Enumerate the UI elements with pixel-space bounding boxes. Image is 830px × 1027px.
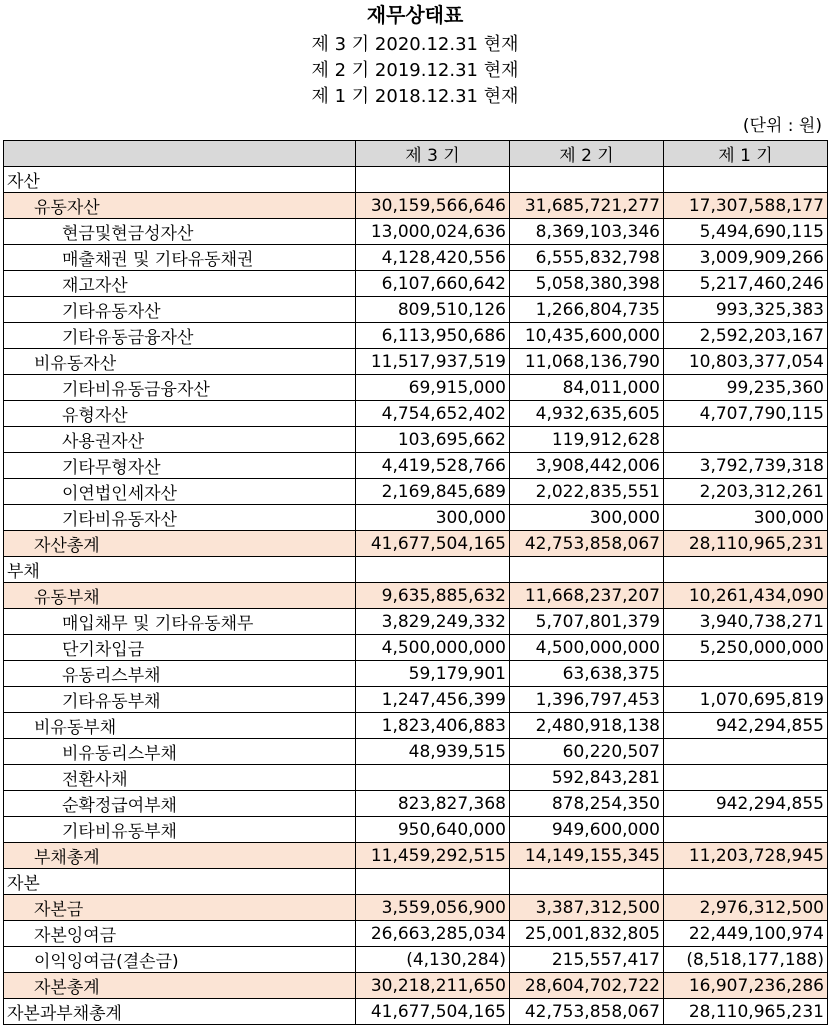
value-cell-period-1 bbox=[664, 869, 828, 895]
value-cell-period-3 bbox=[356, 765, 510, 791]
value-cell-period-3: 30,218,211,650 bbox=[356, 973, 510, 999]
value-cell-period-3: 11,517,937,519 bbox=[356, 349, 510, 375]
value-cell-period-3: 3,829,249,332 bbox=[356, 609, 510, 635]
header-cell-period-1: 제 1 기 bbox=[664, 141, 828, 167]
value-cell-period-2: 31,685,721,277 bbox=[510, 193, 664, 219]
row-label: 자산 bbox=[4, 167, 356, 193]
period-line-2: 제 2 기 2019.12.31 현재 bbox=[311, 60, 519, 81]
value-cell-period-2: 3,387,312,500 bbox=[510, 895, 664, 921]
table-row bbox=[4, 167, 828, 193]
value-cell-period-3 bbox=[356, 557, 510, 583]
value-cell-period-1: 17,307,588,177 bbox=[664, 193, 828, 219]
value-cell-period-3: 4,500,000,000 bbox=[356, 635, 510, 661]
value-cell-period-1: 3,009,909,266 bbox=[664, 245, 828, 271]
value-cell-period-2: 949,600,000 bbox=[510, 817, 664, 843]
value-cell-period-2: 3,908,442,006 bbox=[510, 453, 664, 479]
table-row bbox=[4, 791, 828, 817]
value-cell-period-2: 84,011,000 bbox=[510, 375, 664, 401]
value-cell-period-1: (8,518,177,188) bbox=[664, 947, 828, 973]
table-row bbox=[4, 999, 828, 1025]
value-cell-period-3: 4,754,652,402 bbox=[356, 401, 510, 427]
value-cell-period-1 bbox=[664, 427, 828, 453]
row-label: 비유동자산 bbox=[4, 349, 356, 375]
table-row bbox=[4, 271, 828, 297]
value-cell-period-1: 5,217,460,246 bbox=[664, 271, 828, 297]
table-row bbox=[4, 323, 828, 349]
value-cell-period-3: 26,663,285,034 bbox=[356, 921, 510, 947]
value-cell-period-3: 9,635,885,632 bbox=[356, 583, 510, 609]
row-label: 사용권자산 bbox=[4, 427, 356, 453]
row-label: 유동자산 bbox=[4, 193, 356, 219]
value-cell-period-3 bbox=[356, 869, 510, 895]
header-cell-period-3: 제 3 기 bbox=[356, 141, 510, 167]
value-cell-period-3: 823,827,368 bbox=[356, 791, 510, 817]
table-row bbox=[4, 765, 828, 791]
row-label: 자본 bbox=[4, 869, 356, 895]
value-cell-period-3: 3,559,056,900 bbox=[356, 895, 510, 921]
value-cell-period-1: 942,294,855 bbox=[664, 713, 828, 739]
row-label: 매출채권 및 기타유동채권 bbox=[4, 245, 356, 271]
row-label: 기타비유동자산 bbox=[4, 505, 356, 531]
value-cell-period-1: 1,070,695,819 bbox=[664, 687, 828, 713]
row-label: 재고자산 bbox=[4, 271, 356, 297]
table-row bbox=[4, 505, 828, 531]
table-row bbox=[4, 921, 828, 947]
value-cell-period-2: 8,369,103,346 bbox=[510, 219, 664, 245]
table-row bbox=[4, 531, 828, 557]
row-label: 자본총계 bbox=[4, 973, 356, 999]
value-cell-period-3: 300,000 bbox=[356, 505, 510, 531]
value-cell-period-2: 11,068,136,790 bbox=[510, 349, 664, 375]
value-cell-period-1: 3,940,738,271 bbox=[664, 609, 828, 635]
period-line-3: 제 3 기 2020.12.31 현재 bbox=[311, 34, 519, 55]
document-title: 재무상태표 bbox=[366, 3, 464, 27]
value-cell-period-1: 4,707,790,115 bbox=[664, 401, 828, 427]
table-row bbox=[4, 973, 828, 999]
value-cell-period-1 bbox=[664, 817, 828, 843]
value-cell-period-3 bbox=[356, 167, 510, 193]
table-row bbox=[4, 843, 828, 869]
value-cell-period-3: 69,915,000 bbox=[356, 375, 510, 401]
value-cell-period-1: 5,494,690,115 bbox=[664, 219, 828, 245]
table-row bbox=[4, 349, 828, 375]
row-label: 비유동부채 bbox=[4, 713, 356, 739]
value-cell-period-3: 1,823,406,883 bbox=[356, 713, 510, 739]
value-cell-period-2: 119,912,628 bbox=[510, 427, 664, 453]
value-cell-period-1: 28,110,965,231 bbox=[664, 999, 828, 1025]
row-label: 자본금 bbox=[4, 895, 356, 921]
value-cell-period-3: 6,113,950,686 bbox=[356, 323, 510, 349]
value-cell-period-2: 1,396,797,453 bbox=[510, 687, 664, 713]
value-cell-period-2: 2,480,918,138 bbox=[510, 713, 664, 739]
row-label: 유동리스부채 bbox=[4, 661, 356, 687]
value-cell-period-3: 41,677,504,165 bbox=[356, 531, 510, 557]
value-cell-period-3: 6,107,660,642 bbox=[356, 271, 510, 297]
value-cell-period-1: 993,325,383 bbox=[664, 297, 828, 323]
value-cell-period-2: 63,638,375 bbox=[510, 661, 664, 687]
row-label: 전환사채 bbox=[4, 765, 356, 791]
table-row bbox=[4, 401, 828, 427]
value-cell-period-2: 14,149,155,345 bbox=[510, 843, 664, 869]
value-cell-period-2: 592,843,281 bbox=[510, 765, 664, 791]
value-cell-period-2: 4,500,000,000 bbox=[510, 635, 664, 661]
row-label: 단기차입금 bbox=[4, 635, 356, 661]
unit-label: (단위 : 원) bbox=[742, 116, 822, 136]
row-label: 이연법인세자산 bbox=[4, 479, 356, 505]
value-cell-period-2: 6,555,832,798 bbox=[510, 245, 664, 271]
row-label: 자본과부채총계 bbox=[4, 999, 356, 1025]
table-row bbox=[4, 661, 828, 687]
value-cell-period-2: 42,753,858,067 bbox=[510, 999, 664, 1025]
value-cell-period-1 bbox=[664, 661, 828, 687]
value-cell-period-3: 2,169,845,689 bbox=[356, 479, 510, 505]
value-cell-period-2: 60,220,507 bbox=[510, 739, 664, 765]
row-label: 기타비유동부채 bbox=[4, 817, 356, 843]
row-label: 기타유동금융자산 bbox=[4, 323, 356, 349]
period-line-1: 제 1 기 2018.12.31 현재 bbox=[311, 86, 519, 107]
row-label: 부채총계 bbox=[4, 843, 356, 869]
value-cell-period-3: 4,419,528,766 bbox=[356, 453, 510, 479]
header-cell-label bbox=[4, 141, 356, 167]
value-cell-period-2: 878,254,350 bbox=[510, 791, 664, 817]
table-row bbox=[4, 687, 828, 713]
row-label: 기타비유동금융자산 bbox=[4, 375, 356, 401]
table-row bbox=[4, 557, 828, 583]
value-cell-period-1: 300,000 bbox=[664, 505, 828, 531]
value-cell-period-2: 10,435,600,000 bbox=[510, 323, 664, 349]
table-row bbox=[4, 609, 828, 635]
value-cell-period-2: 28,604,702,722 bbox=[510, 973, 664, 999]
value-cell-period-2: 2,022,835,551 bbox=[510, 479, 664, 505]
value-cell-period-2: 215,557,417 bbox=[510, 947, 664, 973]
value-cell-period-1: 28,110,965,231 bbox=[664, 531, 828, 557]
value-cell-period-3: 1,247,456,399 bbox=[356, 687, 510, 713]
row-label: 순확정급여부채 bbox=[4, 791, 356, 817]
row-label: 부채 bbox=[4, 557, 356, 583]
row-label: 매입채무 및 기타유동채무 bbox=[4, 609, 356, 635]
value-cell-period-2: 300,000 bbox=[510, 505, 664, 531]
balance-sheet-table bbox=[3, 140, 828, 1025]
value-cell-period-3: 103,695,662 bbox=[356, 427, 510, 453]
row-label: 자산총계 bbox=[4, 531, 356, 557]
table-row bbox=[4, 713, 828, 739]
value-cell-period-3: 30,159,566,646 bbox=[356, 193, 510, 219]
row-label: 유동부채 bbox=[4, 583, 356, 609]
value-cell-period-3: 59,179,901 bbox=[356, 661, 510, 687]
row-label: 이익잉여금(결손금) bbox=[4, 947, 356, 973]
row-label: 비유동리스부채 bbox=[4, 739, 356, 765]
value-cell-period-2: 4,932,635,605 bbox=[510, 401, 664, 427]
table-row bbox=[4, 583, 828, 609]
value-cell-period-1: 22,449,100,974 bbox=[664, 921, 828, 947]
row-label: 자본잉여금 bbox=[4, 921, 356, 947]
value-cell-period-1: 10,261,434,090 bbox=[664, 583, 828, 609]
value-cell-period-3: 950,640,000 bbox=[356, 817, 510, 843]
value-cell-period-3: (4,130,284) bbox=[356, 947, 510, 973]
value-cell-period-2: 1,266,804,735 bbox=[510, 297, 664, 323]
value-cell-period-1: 99,235,360 bbox=[664, 375, 828, 401]
value-cell-period-2: 42,753,858,067 bbox=[510, 531, 664, 557]
table-row bbox=[4, 193, 828, 219]
value-cell-period-1: 3,792,739,318 bbox=[664, 453, 828, 479]
value-cell-period-3: 11,459,292,515 bbox=[356, 843, 510, 869]
table-row bbox=[4, 245, 828, 271]
value-cell-period-1: 5,250,000,000 bbox=[664, 635, 828, 661]
table-row bbox=[4, 739, 828, 765]
value-cell-period-3: 809,510,126 bbox=[356, 297, 510, 323]
value-cell-period-2 bbox=[510, 869, 664, 895]
value-cell-period-2: 5,707,801,379 bbox=[510, 609, 664, 635]
value-cell-period-1: 2,592,203,167 bbox=[664, 323, 828, 349]
value-cell-period-2 bbox=[510, 167, 664, 193]
value-cell-period-2 bbox=[510, 557, 664, 583]
table-row bbox=[4, 479, 828, 505]
header-cell-period-2: 제 2 기 bbox=[510, 141, 664, 167]
table-row bbox=[4, 375, 828, 401]
table-header-row bbox=[4, 141, 828, 167]
value-cell-period-3: 13,000,024,636 bbox=[356, 219, 510, 245]
value-cell-period-1: 16,907,236,286 bbox=[664, 973, 828, 999]
value-cell-period-1: 11,203,728,945 bbox=[664, 843, 828, 869]
row-label: 기타유동자산 bbox=[4, 297, 356, 323]
row-label: 현금및현금성자산 bbox=[4, 219, 356, 245]
table-row bbox=[4, 869, 828, 895]
value-cell-period-3: 41,677,504,165 bbox=[356, 999, 510, 1025]
value-cell-period-3: 4,128,420,556 bbox=[356, 245, 510, 271]
table-row bbox=[4, 817, 828, 843]
value-cell-period-3: 48,939,515 bbox=[356, 739, 510, 765]
value-cell-period-1 bbox=[664, 765, 828, 791]
table-row bbox=[4, 219, 828, 245]
row-label: 유형자산 bbox=[4, 401, 356, 427]
value-cell-period-1 bbox=[664, 739, 828, 765]
table-row bbox=[4, 895, 828, 921]
table-row bbox=[4, 947, 828, 973]
row-label: 기타무형자산 bbox=[4, 453, 356, 479]
value-cell-period-1 bbox=[664, 557, 828, 583]
value-cell-period-1: 942,294,855 bbox=[664, 791, 828, 817]
table-row bbox=[4, 427, 828, 453]
table-row bbox=[4, 635, 828, 661]
value-cell-period-2: 5,058,380,398 bbox=[510, 271, 664, 297]
value-cell-period-1: 10,803,377,054 bbox=[664, 349, 828, 375]
row-label: 기타유동부채 bbox=[4, 687, 356, 713]
value-cell-period-2: 25,001,832,805 bbox=[510, 921, 664, 947]
table-row bbox=[4, 297, 828, 323]
value-cell-period-1: 2,976,312,500 bbox=[664, 895, 828, 921]
table-row bbox=[4, 453, 828, 479]
value-cell-period-2: 11,668,237,207 bbox=[510, 583, 664, 609]
value-cell-period-1 bbox=[664, 167, 828, 193]
value-cell-period-1: 2,203,312,261 bbox=[664, 479, 828, 505]
